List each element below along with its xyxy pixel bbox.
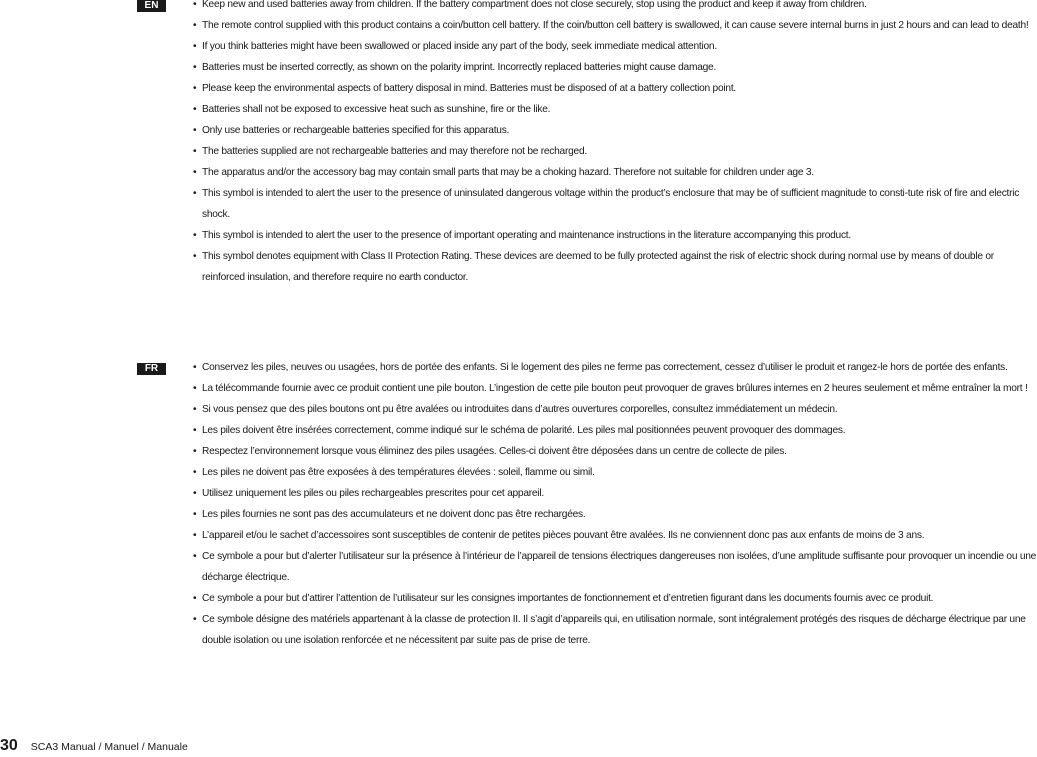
- language-badge-en: EN: [137, 0, 166, 12]
- list-item: • Les piles ne doivent pas être exposées à des températures élevées : soleil, flamme ou simil.: [193, 462, 1037, 483]
- list-item: • Utilisez uniquement les piles ou piles rechargeables prescrites pour cet appareil.: [193, 483, 1037, 504]
- safety-section-en: [193, 0, 1037, 288]
- page-number: 30: [0, 737, 18, 754]
- language-badge-fr: FR: [137, 363, 166, 375]
- safety-list-en: [193, 0, 1037, 288]
- list-item: • La télécommande fournie avec ce produit contient une pile bouton. L’ingestion de cette pile bouton peut provoquer de graves brûlures internes en 2 heures seulement et même entraîner la mort !: [193, 378, 1037, 399]
- list-item: • Ce symbole désigne des matériels appartenant à la classe de protection II. Il s’agit d’appareils qui, en utilisation normale, sont intégralement protégés des risques de décharge électrique par une double isolation ou une isolation renforcée et ne nécessitent par suite pas de prise de terre.: [193, 609, 1037, 651]
- list-item: • The remote control supplied with this product contains a coin/button cell battery. If the coin/button cell battery is swallowed, it can cause severe internal burns in just 2 hours and can lead to death!: [193, 15, 1037, 36]
- list-item: • Conservez les piles, neuves ou usagées, hors de portée des enfants. Si le logement des piles ne ferme pas correctement, cessez d’utiliser le produit et rangez-le hors de portée des enfants.: [193, 357, 1037, 378]
- list-item: • Keep new and used batteries away from children. If the battery compartment does not close securely, stop using the product and keep it away from children.: [193, 0, 1037, 15]
- list-item: • L’appareil et/ou le sachet d’accessoires sont susceptibles de contenir de petites pièces pouvant être avalées. Ils ne conviennent donc pas aux enfants de moins de 3 ans.: [193, 525, 1037, 546]
- list-item: • Si vous pensez que des piles boutons ont pu être avalées ou introduites dans d’autres ouvertures corporelles, consultez immédiatement un médecin.: [193, 399, 1037, 420]
- list-item: • Please keep the environmental aspects of battery disposal in mind. Batteries must be disposed of at a battery collection point.: [193, 78, 1037, 99]
- list-item: • This symbol is intended to alert the user to the presence of important operating and maintenance instructions in the literature accompanying this product.: [193, 225, 1037, 246]
- list-item: • Batteries must be inserted correctly, as shown on the polarity imprint. Incorrectly replaced batteries might cause damage.: [193, 57, 1037, 78]
- list-item: • This symbol denotes equipment with Class II Protection Rating. These devices are deemed to be fully protected against the risk of electric shock during normal use by means of double or reinforced insulation, and therefore require no earth conductor.: [193, 246, 1037, 288]
- safety-list-fr: [193, 357, 1037, 651]
- list-item: • The apparatus and/or the accessory bag may contain small parts that may be a choking hazard. Therefore not suitable for children under age 3.: [193, 162, 1037, 183]
- safety-section-fr: [193, 357, 1037, 651]
- list-item: • If you think batteries might have been swallowed or placed inside any part of the body, seek immediate medical attention.: [193, 36, 1037, 57]
- list-item: • Batteries shall not be exposed to excessive heat such as sunshine, fire or the like.: [193, 99, 1037, 120]
- list-item: • Respectez l’environnement lorsque vous éliminez des piles usagées. Celles-ci doivent être déposées dans un centre de collecte de piles.: [193, 441, 1037, 462]
- page-footer: [0, 737, 188, 757]
- footer-title: SCA3 Manual / Manuel / Manuale: [30, 741, 188, 753]
- list-item: • Ce symbole a pour but d’attirer l’attention de l’utilisateur sur les consignes importantes de fonctionnement et d’entretien figurant dans les documents fournis avec ce produit.: [193, 588, 1037, 609]
- list-item: • Ce symbole a pour but d’alerter l’utilisateur sur la présence à l’intérieur de l’appareil de tensions électriques dangereuses non isolées, d’une amplitude suffisante pour provoquer un incendie ou une décharge électrique.: [193, 546, 1037, 588]
- list-item: • Les piles doivent être insérées correctement, comme indiqué sur le schéma de polarité. Les piles mal positionnées peuvent provoquer des dommages.: [193, 420, 1037, 441]
- list-item: • The batteries supplied are not rechargeable batteries and may therefore not be recharged.: [193, 141, 1037, 162]
- list-item: • Les piles fournies ne sont pas des accumulateurs et ne doivent donc pas être rechargées.: [193, 504, 1037, 525]
- list-item: • This symbol is intended to alert the user to the presence of uninsulated dangerous voltage within the product’s enclosure that may be of sufficient magnitude to consti-tute risk of fire and electric shock.: [193, 183, 1037, 225]
- list-item: • Only use batteries or rechargeable batteries specified for this apparatus.: [193, 120, 1037, 141]
